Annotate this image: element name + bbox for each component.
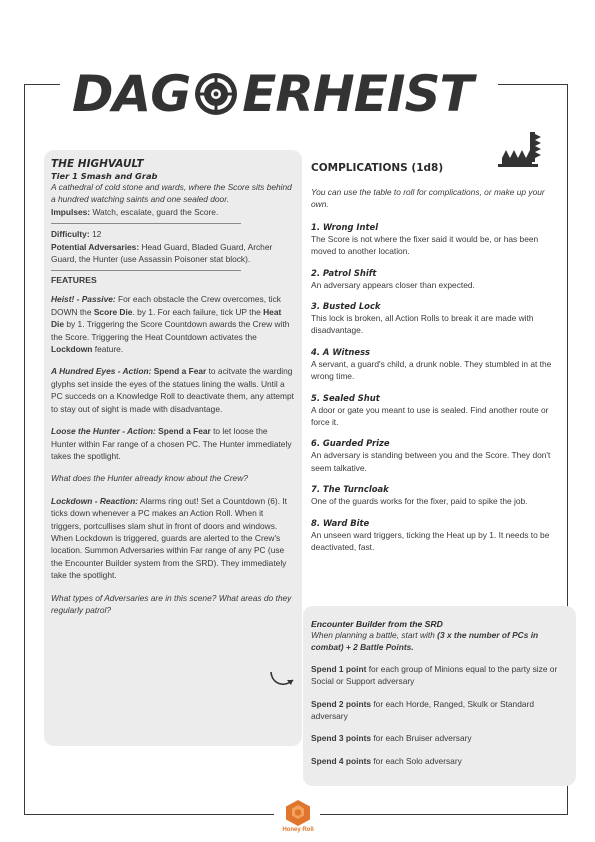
complication-item (311, 221, 561, 258)
adversaries-label: Potential Adversaries: (51, 241, 140, 252)
complication-item (311, 437, 561, 474)
feature-text: . by 1. For each failure, tick UP the (132, 306, 261, 317)
feature-keyword: Score Die (93, 306, 133, 317)
title-part-2: ERHEIST (242, 65, 473, 123)
location-tier: Tier 1 Smash and Grab (51, 171, 158, 181)
complication-name: 7. The Turncloak (311, 484, 389, 495)
feature-name: A Hundred Eyes - Action: (51, 366, 152, 377)
complication-name: 6. Guarded Prize (311, 438, 390, 449)
complication-item (311, 392, 561, 429)
frame-line (24, 84, 25, 814)
complications-title: COMPLICATIONS (1d8) (311, 162, 444, 174)
page-title (72, 66, 502, 122)
encounter-item-text: for each Horde, Ranged, Skulk or Standard adversary (311, 698, 534, 722)
complication-name: 4. A Witness (311, 346, 371, 357)
feature-keyword: Heat Die (51, 306, 282, 330)
encounter-builder-panel (303, 606, 576, 786)
encounter-item (311, 755, 566, 767)
encounter-item (311, 663, 566, 688)
frame-line (320, 814, 568, 815)
location-title: THE HIGHVAULT (51, 158, 144, 170)
complication-text: An unseen ward triggers, ticking the Heat up by 1. It needs to be deactivated, fast. (311, 529, 550, 553)
complication-text: The Score is not where the fixer said it would be, or has been moved to another location. (311, 233, 539, 257)
adversaries-value: Head Guard, Bladed Guard, Archer Guard, the Hunter (use Assassin Poisoner stat block). (51, 241, 273, 265)
encounter-item-cost: Spend 3 points (311, 733, 372, 744)
feature-text: by 1. Triggering the Score Countdown awards the Crew with the Score. Triggering the Heat Countdown activates the (51, 319, 290, 342)
divider (51, 270, 241, 271)
location-panel (44, 150, 302, 746)
complication-item (311, 346, 561, 383)
complication-item (311, 267, 561, 291)
frame-line (498, 84, 568, 85)
footer-brand: Honey Roll (282, 827, 314, 833)
encounter-intro-text: When planning a battle, start with (311, 630, 435, 640)
encounter-item (311, 698, 566, 723)
complication-name: 3. Busted Lock (311, 301, 381, 312)
feature-name: Loose the Hunter - Action: (51, 426, 156, 437)
complication-text: This lock is broken, all Action Rolls to break it are made with disadvantage. (311, 313, 534, 336)
location-description: A cathedral of cold stone and wards, where the Score sits behind a hundred watching saints and one sealed door. (51, 182, 292, 205)
encounter-item-text: for each group of Minions equal to the party size or Social or Support adversary (311, 663, 558, 687)
feature-text: feature. (94, 344, 124, 355)
feature-heist (51, 293, 295, 355)
encounter-item-cost: Spend 2 points (311, 698, 372, 709)
complication-name: 1. Wrong Intel (311, 221, 379, 232)
vault-dial-icon (192, 70, 240, 118)
feature-text: to acitvate the warding glyphs set inside the eyes of the statues lining the walls. Until a PC succeds on a Knowledge Roll to deactivate them, any attempt to stay out of sight is made with disadvantage. (51, 366, 295, 414)
encounter-title: Encounter Builder from the SRD (311, 619, 443, 629)
complication-text: One of the guards works for the fixer, paid to spike the job. (311, 496, 528, 507)
feature-lockdown (51, 495, 295, 582)
impulses-value: Watch, escalate, guard the Score. (92, 206, 219, 217)
complication-item (311, 483, 561, 507)
encounter-item-cost: Spend 1 point (311, 663, 367, 674)
complication-name: 2. Patrol Shift (311, 267, 377, 278)
difficulty-value: 12 (91, 229, 102, 240)
divider (51, 223, 241, 224)
encounter-item-text: for each Bruiser adversary (373, 733, 472, 744)
frame-line (24, 84, 60, 85)
complication-name: 5. Sealed Shut (311, 392, 380, 403)
feature-name: Lockdown - Reaction: (51, 495, 139, 506)
feature-keyword: Spend a Fear (153, 366, 207, 377)
encounter-item (311, 732, 566, 744)
encounter-item-text: for each Solo adversary (373, 755, 462, 766)
complication-text: A servant, a guard's child, a drunk noble. They stumbled in at the wrong time. (311, 358, 552, 382)
complication-item (311, 300, 561, 337)
feature-text: For each obstacle the Crew overcomes, tick DOWN the (51, 294, 281, 317)
features-heading: FEATURES (51, 275, 97, 286)
impulses-line (51, 206, 295, 218)
feature-name: Heist! - Passive: (51, 294, 116, 305)
feature-text: to let loose the Hunter within Far range of a chosen PC. The Hunter immediately takes the spotlight. (51, 426, 292, 461)
complications-intro: You can use the table to roll for complications, or make up your own. (311, 187, 545, 210)
complication-text: An adversary is standing between you and the Score. They don't seem talkative. (311, 450, 551, 473)
title-part-1: DAG (72, 65, 191, 123)
complications-section (311, 162, 561, 563)
difficulty-line (51, 228, 295, 240)
complication-text: A door or gate you meant to use is sealed. Find another route or force it. (311, 404, 549, 428)
honeycomb-logo-icon (284, 799, 312, 827)
feature-question: What types of Adversaries are in this scene? What areas do they regularly patrol? (51, 592, 292, 615)
feature-text: Alarms ring out! Set a Countdown (6). It ticks down whenever a PC makes an Action Roll. When it triggers, portcullises slam shut in front of doors and windows. When Lockdown is triggered, guards are alerted to the Crew's location. Summon Adversaries within Far range of any PC (use the Encounter Builder system from the SRD). They immediately take the spotlight. (51, 495, 287, 581)
encounter-intro-formula: (3 x the number of PCs in combat) + 2 Battle Points. (311, 630, 539, 653)
encounter-intro (311, 629, 566, 654)
complication-name: 8. Ward Bite (311, 517, 370, 528)
complication-text: An adversary appears closer than expected. (311, 279, 475, 290)
feature-hundred-eyes (51, 365, 295, 415)
feature-loose-hunter (51, 425, 295, 462)
adversaries-line (51, 241, 295, 266)
impulses-label: Impulses: (51, 206, 91, 217)
difficulty-label: Difficulty: (51, 229, 90, 240)
feature-keyword: Spend a Fear (158, 426, 211, 437)
feature-keyword: Lockdown (51, 344, 93, 355)
encounter-item-cost: Spend 4 points (311, 755, 372, 766)
curved-arrow-icon (268, 668, 296, 690)
feature-question: What does the Hunter already know about the Crew? (51, 473, 248, 484)
complication-item (311, 517, 561, 554)
frame-line (24, 814, 274, 815)
